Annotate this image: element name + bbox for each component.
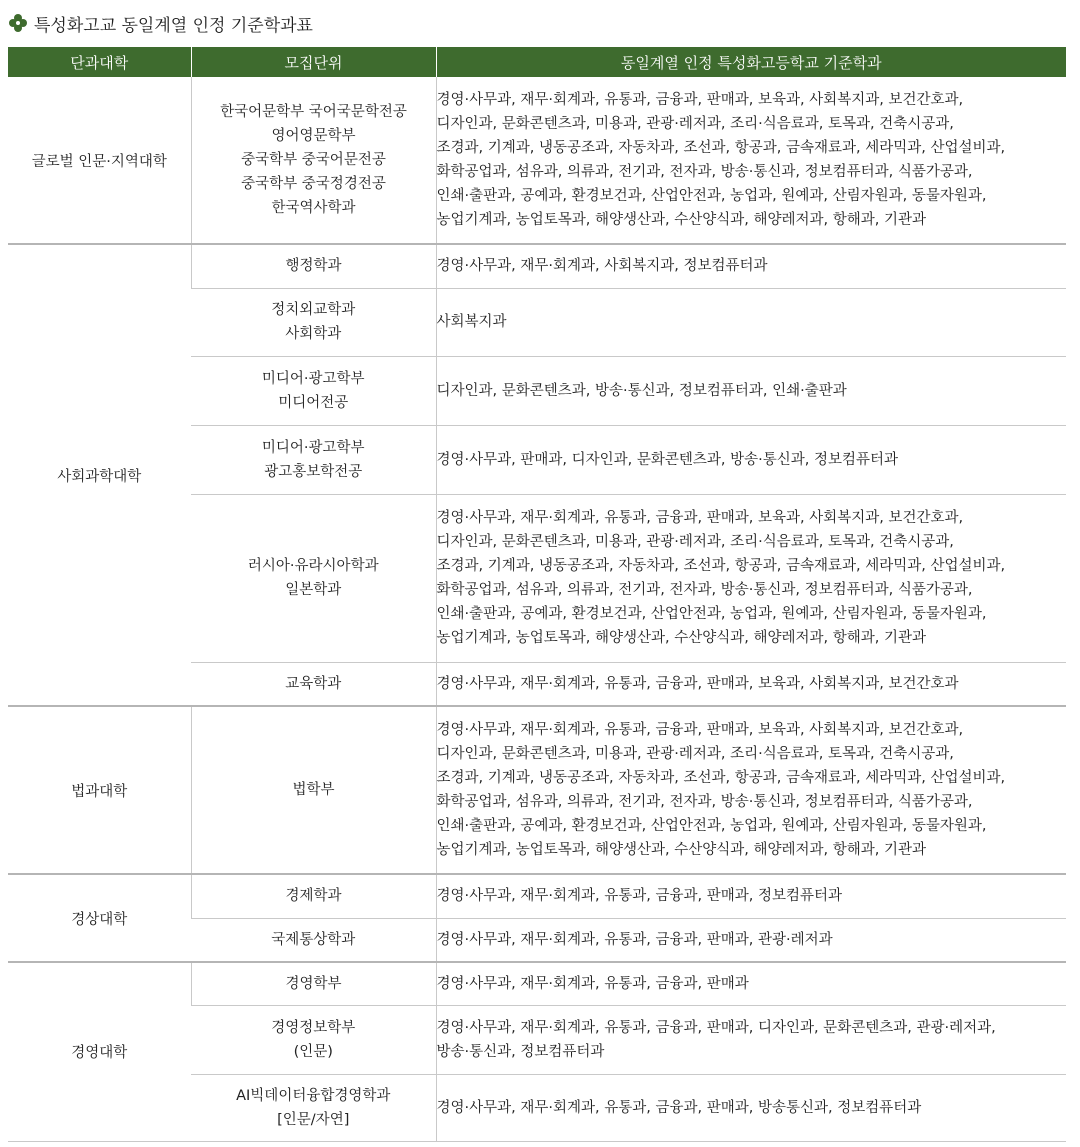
cell-lines [191,436,436,484]
cell-lines [192,100,436,220]
cell-lines [191,554,436,602]
college-cell: 사회과학대학 [8,244,191,706]
cell-line: 경영·사무과, 재무·회계과, 유통과, 금융과, 판매과, 방송통신과, 정보컴퓨터과 [436,1099,922,1116]
cell-line: 경영·사무과, 재무·회계과, 유통과, 금융과, 판매과, 보육과, 사회복지과, 보건간호과, [436,510,964,526]
cell-line: 경영·사무과, 재무·회계과, 유통과, 금융과, 판매과, 보육과, 사회복지과, 보건간호과, [436,92,964,108]
college-cell: 글로벌 인문·지역대학 [8,77,191,244]
cell-line: 디자인과, 문화콘텐츠과, 미용과, 관광·레저과, 조리·식음료과, 토목과, 건축시공과, [436,746,954,762]
cell-lines [437,310,1067,334]
cell-line: 디자인과, 문화콘텐츠과, 미용과, 관광·레저과, 조리·식음료과, 토목과, 건축시공과, [436,116,954,132]
cell-line: 경제학과 [285,888,342,905]
dept-cell [436,1005,1066,1074]
cell-lines [437,379,1067,403]
table-row [8,706,1066,874]
cell-lines [437,928,1067,952]
cell-line: 중국학부 중국정경전공 [241,176,386,192]
cell-line: 미디어전공 [278,394,349,411]
cell-lines [437,672,1067,696]
unit-cell [191,874,436,918]
unit-cell [191,425,436,494]
unit-cell [191,1005,436,1074]
cell-lines [191,672,436,696]
cell-line: 인쇄·출판과, 공예과, 환경보건과, 산업안전과, 농업과, 원예과, 산림자원과, 동물자원과, [436,818,987,834]
table-row [8,874,1066,918]
cell-line: 화학공업과, 섬유과, 의류과, 전기과, 전자과, 방송·통신과, 정보컴퓨터과, 식품가공과, [436,582,973,598]
cell-lines [437,506,1067,650]
page-title: 특성화고교 동일계열 인정 기준학과표 [34,15,313,36]
unit-cell [191,288,436,356]
college-cell: 경영대학 [8,962,191,1141]
cell-lines [437,88,1067,232]
cell-lines [437,884,1067,908]
header-college: 단과대학 [8,47,191,77]
unit-cell [191,77,436,244]
cell-lines [437,254,1067,278]
cell-line: 사회복지과 [436,314,507,330]
clover-icon [8,13,28,33]
cell-line: 경영·사무과, 재무·회계과, 사회복지과, 정보컴퓨터과 [436,258,768,275]
college-cell: 경상대학 [8,874,191,962]
cell-line: 정치외교학과 [271,302,356,318]
cell-line: 교육학과 [285,675,342,692]
unit-cell [191,244,436,288]
cell-line: 영어영문학부 [271,128,356,144]
dept-cell [436,1074,1066,1141]
cell-line: 디자인과, 문화콘텐츠과, 방송·통신과, 정보컴퓨터과, 인쇄·출판과 [436,382,847,399]
unit-cell [191,918,436,962]
unit-cell [191,706,436,874]
cell-line: 방송·통신과, 정보컴퓨터과 [436,1043,605,1060]
table-row [8,77,1066,244]
cell-lines [437,718,1067,862]
dept-cell [436,962,1066,1005]
cell-line: 농업기계과, 농업토목과, 해양생산과, 수산양식과, 해양레저과, 항해과, 기관과 [436,630,927,646]
page-title-row [8,8,313,38]
unit-cell [191,1074,436,1141]
dept-cell [436,425,1066,494]
cell-line: 한국어문학부 국어국문학전공 [220,104,407,120]
cell-line: 경영·사무과, 재무·회계과, 유통과, 금융과, 판매과, 보육과, 사회복지과, 보건간호과 [436,675,959,692]
cell-lines [191,1084,436,1132]
dept-cell [436,356,1066,425]
cell-line: 경영·사무과, 판매과, 디자인과, 문화콘텐츠과, 방송·통신과, 정보컴퓨터과 [436,451,899,468]
dept-cell [436,662,1066,706]
cell-line: 경영학부 [285,975,342,992]
cell-line: 조경과, 기계과, 냉동공조과, 자동차과, 조선과, 항공과, 금속재료과, 세라믹과, 산업설비과, [436,558,1006,574]
cell-lines [192,972,436,996]
dept-cell [436,706,1066,874]
cell-line: [인문/자연] [277,1111,350,1128]
cell-lines [437,1016,1067,1064]
unit-cell [191,494,436,662]
cell-line: 인쇄·출판과, 공예과, 환경보건과, 산업안전과, 농업과, 원예과, 산림자원과, 동물자원과, [436,188,987,204]
cell-line: 경영·사무과, 재무·회계과, 유통과, 금융과, 판매과, 관광·레저과 [436,931,833,948]
dept-cell [436,77,1066,244]
cell-line: 국제통상학과 [271,931,356,948]
dept-cell [436,244,1066,288]
unit-cell [191,662,436,706]
cell-line: 사회학과 [285,326,342,342]
cell-line: 디자인과, 문화콘텐츠과, 미용과, 관광·레저과, 조리·식음료과, 토목과, 건축시공과, [436,534,954,550]
criteria-table [8,47,1066,1142]
cell-lines [192,778,436,802]
dept-cell [436,494,1066,662]
cell-line: 미디어·광고학부 [261,370,365,387]
college-cell: 법과대학 [8,706,191,874]
cell-line: 경영·사무과, 재무·회계과, 유통과, 금융과, 판매과 [436,975,749,992]
cell-lines [191,298,436,346]
cell-lines [437,972,1067,996]
unit-cell [191,356,436,425]
cell-line: 한국역사학과 [271,200,356,216]
cell-line: 경영정보학부 [271,1019,356,1036]
cell-line: 행정학과 [285,258,342,275]
cell-line: 경영·사무과, 재무·회계과, 유통과, 금융과, 판매과, 정보컴퓨터과 [436,888,842,905]
cell-line: 법학부 [292,782,335,798]
cell-line: 조경과, 기계과, 냉동공조과, 자동차과, 조선과, 항공과, 금속재료과, 세라믹과, 산업설비과, [436,140,1006,156]
dept-cell [436,918,1066,962]
cell-line: 화학공업과, 섬유과, 의류과, 전기과, 전자과, 방송·통신과, 정보컴퓨터과, 식품가공과, [436,164,973,180]
cell-line: 일본학과 [285,582,342,598]
cell-line: 경영·사무과, 재무·회계과, 유통과, 금융과, 판매과, 보육과, 사회복지과, 보건간호과, [436,722,964,738]
dept-cell [436,288,1066,356]
cell-lines [437,448,1067,472]
cell-line: 조경과, 기계과, 냉동공조과, 자동차과, 조선과, 항공과, 금속재료과, 세라믹과, 산업설비과, [436,770,1006,786]
cell-line: 인쇄·출판과, 공예과, 환경보건과, 산업안전과, 농업과, 원예과, 산림자원과, 동물자원과, [436,606,987,622]
cell-line: 경영·사무과, 재무·회계과, 유통과, 금융과, 판매과, 디자인과, 문화콘텐츠과, 관광·레저과, [436,1019,996,1036]
unit-cell [191,962,436,1005]
cell-line: 미디어·광고학부 [261,439,365,456]
cell-line: 러시아·유라시아학과 [247,558,379,574]
cell-line: AI빅데이터융합경영학과 [236,1087,391,1104]
table-header-row [8,47,1066,77]
cell-line: (인문) [293,1043,333,1060]
cell-lines [191,367,436,415]
cell-line: 광고홍보학전공 [264,463,363,480]
cell-lines [192,254,436,278]
cell-line: 화학공업과, 섬유과, 의류과, 전기과, 전자과, 방송·통신과, 정보컴퓨터과, 식품가공과, [436,794,973,810]
cell-lines [191,1016,436,1064]
header-dept: 동일계열 인정 특성화고등학교 기준학과 [436,47,1066,77]
table-row [8,962,1066,1005]
table-row [8,244,1066,288]
cell-lines [437,1096,1067,1120]
cell-lines [191,928,436,952]
header-unit: 모집단위 [191,47,436,77]
cell-line: 농업기계과, 농업토목과, 해양생산과, 수산양식과, 해양레저과, 항해과, 기관과 [436,212,927,228]
cell-line: 중국학부 중국어문전공 [241,152,386,168]
dept-cell [436,874,1066,918]
cell-line: 농업기계과, 농업토목과, 해양생산과, 수산양식과, 해양레저과, 항해과, 기관과 [436,842,927,858]
cell-lines [192,884,436,908]
